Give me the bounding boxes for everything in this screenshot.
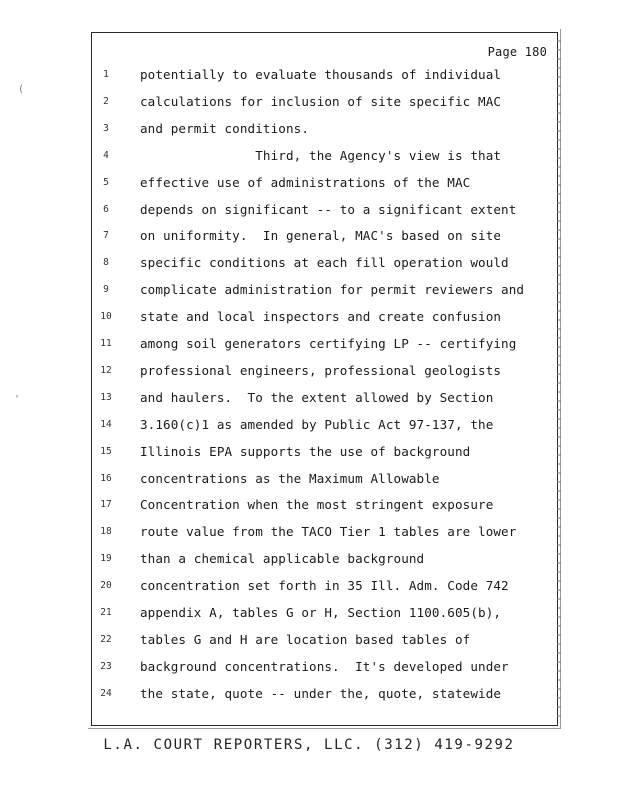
line-number: 18 [100,526,112,538]
transcript-line [92,253,557,273]
line-text: tables G and H are location based tables of [140,631,471,647]
transcript-line [92,684,557,704]
reporter-footer: L.A. COURT REPORTERS, LLC. (312) 419-9292 [103,737,515,753]
line-number: 3 [103,122,109,134]
transcript-line [92,495,557,515]
line-text: specific conditions at each fill operation would [140,255,509,271]
line-number: 5 [103,176,109,188]
line-text: calculations for inclusion of site specific MAC [140,93,502,109]
line-number: 21 [100,607,112,618]
line-number: 14 [100,418,112,430]
line-number: 16 [100,472,112,484]
line-number: 8 [103,257,109,269]
line-number: 10 [100,311,112,323]
line-text: Illinois EPA supports the use of background [140,443,471,459]
line-number: 15 [100,445,112,457]
transcript-line [92,469,557,489]
transcript-line [92,442,557,462]
transcript-line [92,415,557,435]
line-text: potentially to evaluate thousands of individual [140,67,502,82]
line-number: 19 [100,553,112,565]
transcript-line [92,307,557,327]
transcript-line [92,388,557,408]
line-text: state and local inspectors and create confusion [140,309,502,325]
transcript-line [92,200,557,220]
transcript-line [92,119,557,139]
transcript-line [92,549,557,569]
line-number: 1 [103,69,109,80]
transcript-line [92,334,557,354]
transcript-line [92,603,557,623]
line-text: effective use of administrations of the MAC [140,174,471,190]
line-number: 20 [100,580,112,592]
line-text: professional engineers, professional geologists [140,362,502,378]
line-text: route value from the TACO Tier 1 tables are lower [140,524,517,540]
line-text: on uniformity. In general, MAC's based on site [140,228,502,244]
transcript-line [92,280,557,300]
transcript-line [92,65,557,85]
line-text: than a chemical applicable background [140,551,425,567]
transcript-line [92,92,557,112]
line-number: 2 [103,95,109,107]
line-text: complicate administration for permit reviewers and [140,282,525,298]
transcript-line [92,657,557,677]
line-text: depends on significant -- to a significant extent [140,201,517,217]
line-text: 3.160(c)1 as amended by Public Act 97-137, the [140,416,494,432]
transcript-page [91,32,558,726]
line-number: 23 [100,660,112,672]
line-number: 4 [103,149,109,161]
line-number: 12 [100,364,112,376]
transcript-line [92,146,557,166]
line-text: concentrations as the Maximum Allowable [140,470,440,486]
line-text: background concentrations. It's developed under [140,658,509,674]
line-text: concentration set forth in 35 Ill. Adm. Code 742 [140,578,509,594]
line-number: 13 [100,391,112,403]
line-number: 9 [103,284,109,296]
line-text: the state, quote -- under the, quote, statewide [140,685,502,701]
line-text: Concentration when the most stringent exposure [140,497,494,513]
line-text: appendix A, tables G or H, Section 1100.605(b), [140,605,502,620]
line-number: 11 [100,338,112,349]
scan-edge-artifact [557,40,561,720]
scan-speck-left: ( [18,84,25,95]
transcript-line [92,361,557,381]
transcript-line [92,173,557,193]
line-text: and permit conditions. [140,120,310,136]
transcript-line [92,522,557,542]
transcript-line [92,226,557,246]
line-number: 7 [103,230,109,242]
line-number: 22 [100,633,112,645]
line-text: Third, the Agency's view is that [140,147,502,163]
line-text: and haulers. To the extent allowed by Section [140,389,494,405]
scan-speck-left-2: ' [14,394,21,405]
line-number: 24 [100,687,112,699]
line-text: among soil generators certifying LP -- certifying [140,336,517,351]
transcript-line [92,576,557,596]
transcript-line [92,630,557,650]
line-number: 17 [100,499,112,511]
line-number: 6 [103,203,109,215]
page-number: Page 180 [487,45,547,59]
